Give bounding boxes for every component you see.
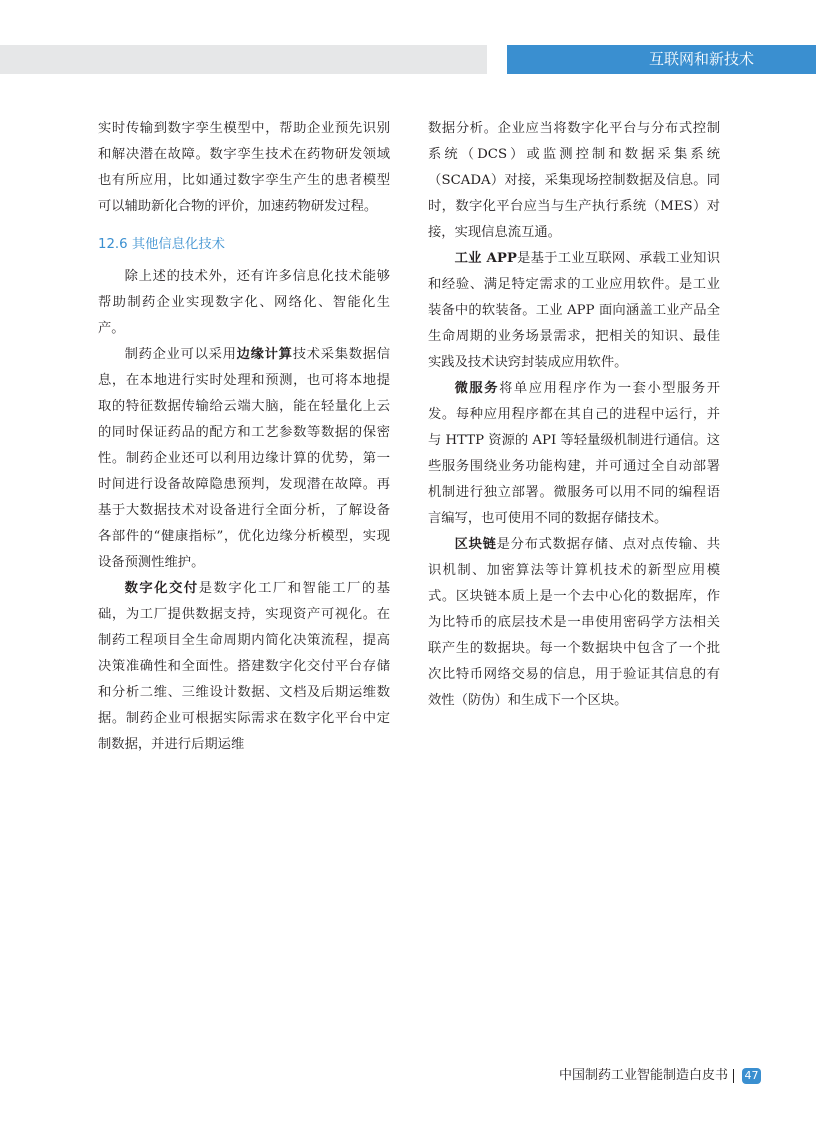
page-number-badge: 47 xyxy=(742,1068,761,1084)
page-footer xyxy=(0,1066,816,1086)
term-digital-delivery: 数字化交付 xyxy=(124,581,199,596)
micro-post-text: 将单应用程序作为一套小型服务开发。每种应用程序都在其自己的进程中运行，并与 HTTP 资源的 API 等轻量级机制进行通信。这些服务围绕业务功能构建，并可通过全自动部署机制进行独立部署。微服务可以用不同的编程语言编写，也可使用不同的数据存储技术。 xyxy=(428,381,721,526)
edge-post-text: 技术采集数据信息，在本地进行实时处理和预测，也可将本地提取的特征数据传输给云端大脑，能在轻量化上云的同时保证药品的配方和工艺参数等数据的保密性。制药企业还可以利用边缘计算的优势，第一时间进行设备故障隐患预判，发现潜在故障。再基于大数据技术对设备进行全面分析，了解设备各部件的“健康指标”，优化边缘分析模型，实现设备预测性维护。 xyxy=(98,347,391,570)
delivery-post-text: 是数字化工厂和智能工厂的基础，为工厂提供数据支持，实现资产可视化。在制药工程项目全生命周期内简化决策流程，提高决策准确性和全面性。搭建数字化交付平台存储和分析二维、三维设计数据、文档及后期运维数据。制药企业可根据实际需求在数字化平台中定制数据，并进行后期运维 xyxy=(98,581,391,752)
right-column xyxy=(428,116,720,714)
term-industrial-app: 工业 APP xyxy=(454,251,517,266)
paragraph-digital-twin: 实时传输到数字孪生模型中，帮助企业预先识别和解决潜在故障。数字孪生技术在药物研发领域也有所应用，比如通过数字孪生产生的患者模型可以辅助新化合物的评价，加速药物研发过程。 xyxy=(98,121,390,214)
edge-pre-text: 制药企业可以采用 xyxy=(124,347,237,362)
paragraph-data-analysis: 数据分析。企业应当将数字化平台与分布式控制系统（DCS）或监测控制和数据采集系统（SCADA）对接，采集现场控制数据及信息。同时，数字化平台应当与生产执行系统（MES）对接，实现信息流互通。 xyxy=(428,121,720,240)
header-section-banner xyxy=(507,45,816,74)
paragraph-other-tech: 除上述的技术外，还有许多信息化技术能够帮助制药企业实现数字化、网络化、智能化生产。 xyxy=(98,269,390,336)
paragraph-industrial-app xyxy=(428,246,720,376)
header-gray-bar xyxy=(0,45,487,74)
header-section-label: 互联网和新技术 xyxy=(648,50,754,68)
term-blockchain: 区块链 xyxy=(454,537,497,552)
app-post-text: 是基于工业互联网、承载工业知识和经验、满足特定需求的工业应用软件。是工业装备中的软装备。工业 APP 面向涵盖工业产品全生命周期的业务场景需求，把相关的知识、最佳实践及技术诀窍封装成应用软件。 xyxy=(428,251,720,370)
paragraph-blockchain xyxy=(428,532,720,714)
paragraph-digital-delivery xyxy=(98,576,390,758)
left-column xyxy=(98,116,390,758)
term-microservices: 微服务 xyxy=(454,381,500,396)
section-title: 12.6 其他信息化技术 xyxy=(98,237,225,252)
paragraph-edge-computing xyxy=(98,342,390,576)
term-edge-computing: 边缘计算 xyxy=(236,347,293,362)
footer-book-title: 中国制药工业智能制造白皮书 xyxy=(558,1068,728,1083)
footer-divider xyxy=(733,1069,734,1083)
paragraph-microservices xyxy=(428,376,720,532)
chain-post-text: 是分布式数据存储、点对点传输、共识机制、加密算法等计算机技术的新型应用模式。区块链本质上是一个去中心化的数据库，作为比特币的底层技术是一串使用密码学方法相关联产生的数据块。每一个数据块中包含了一个批次比特币网络交易的信息，用于验证其信息的有效性（防伪）和生成下一个区块。 xyxy=(428,537,721,708)
